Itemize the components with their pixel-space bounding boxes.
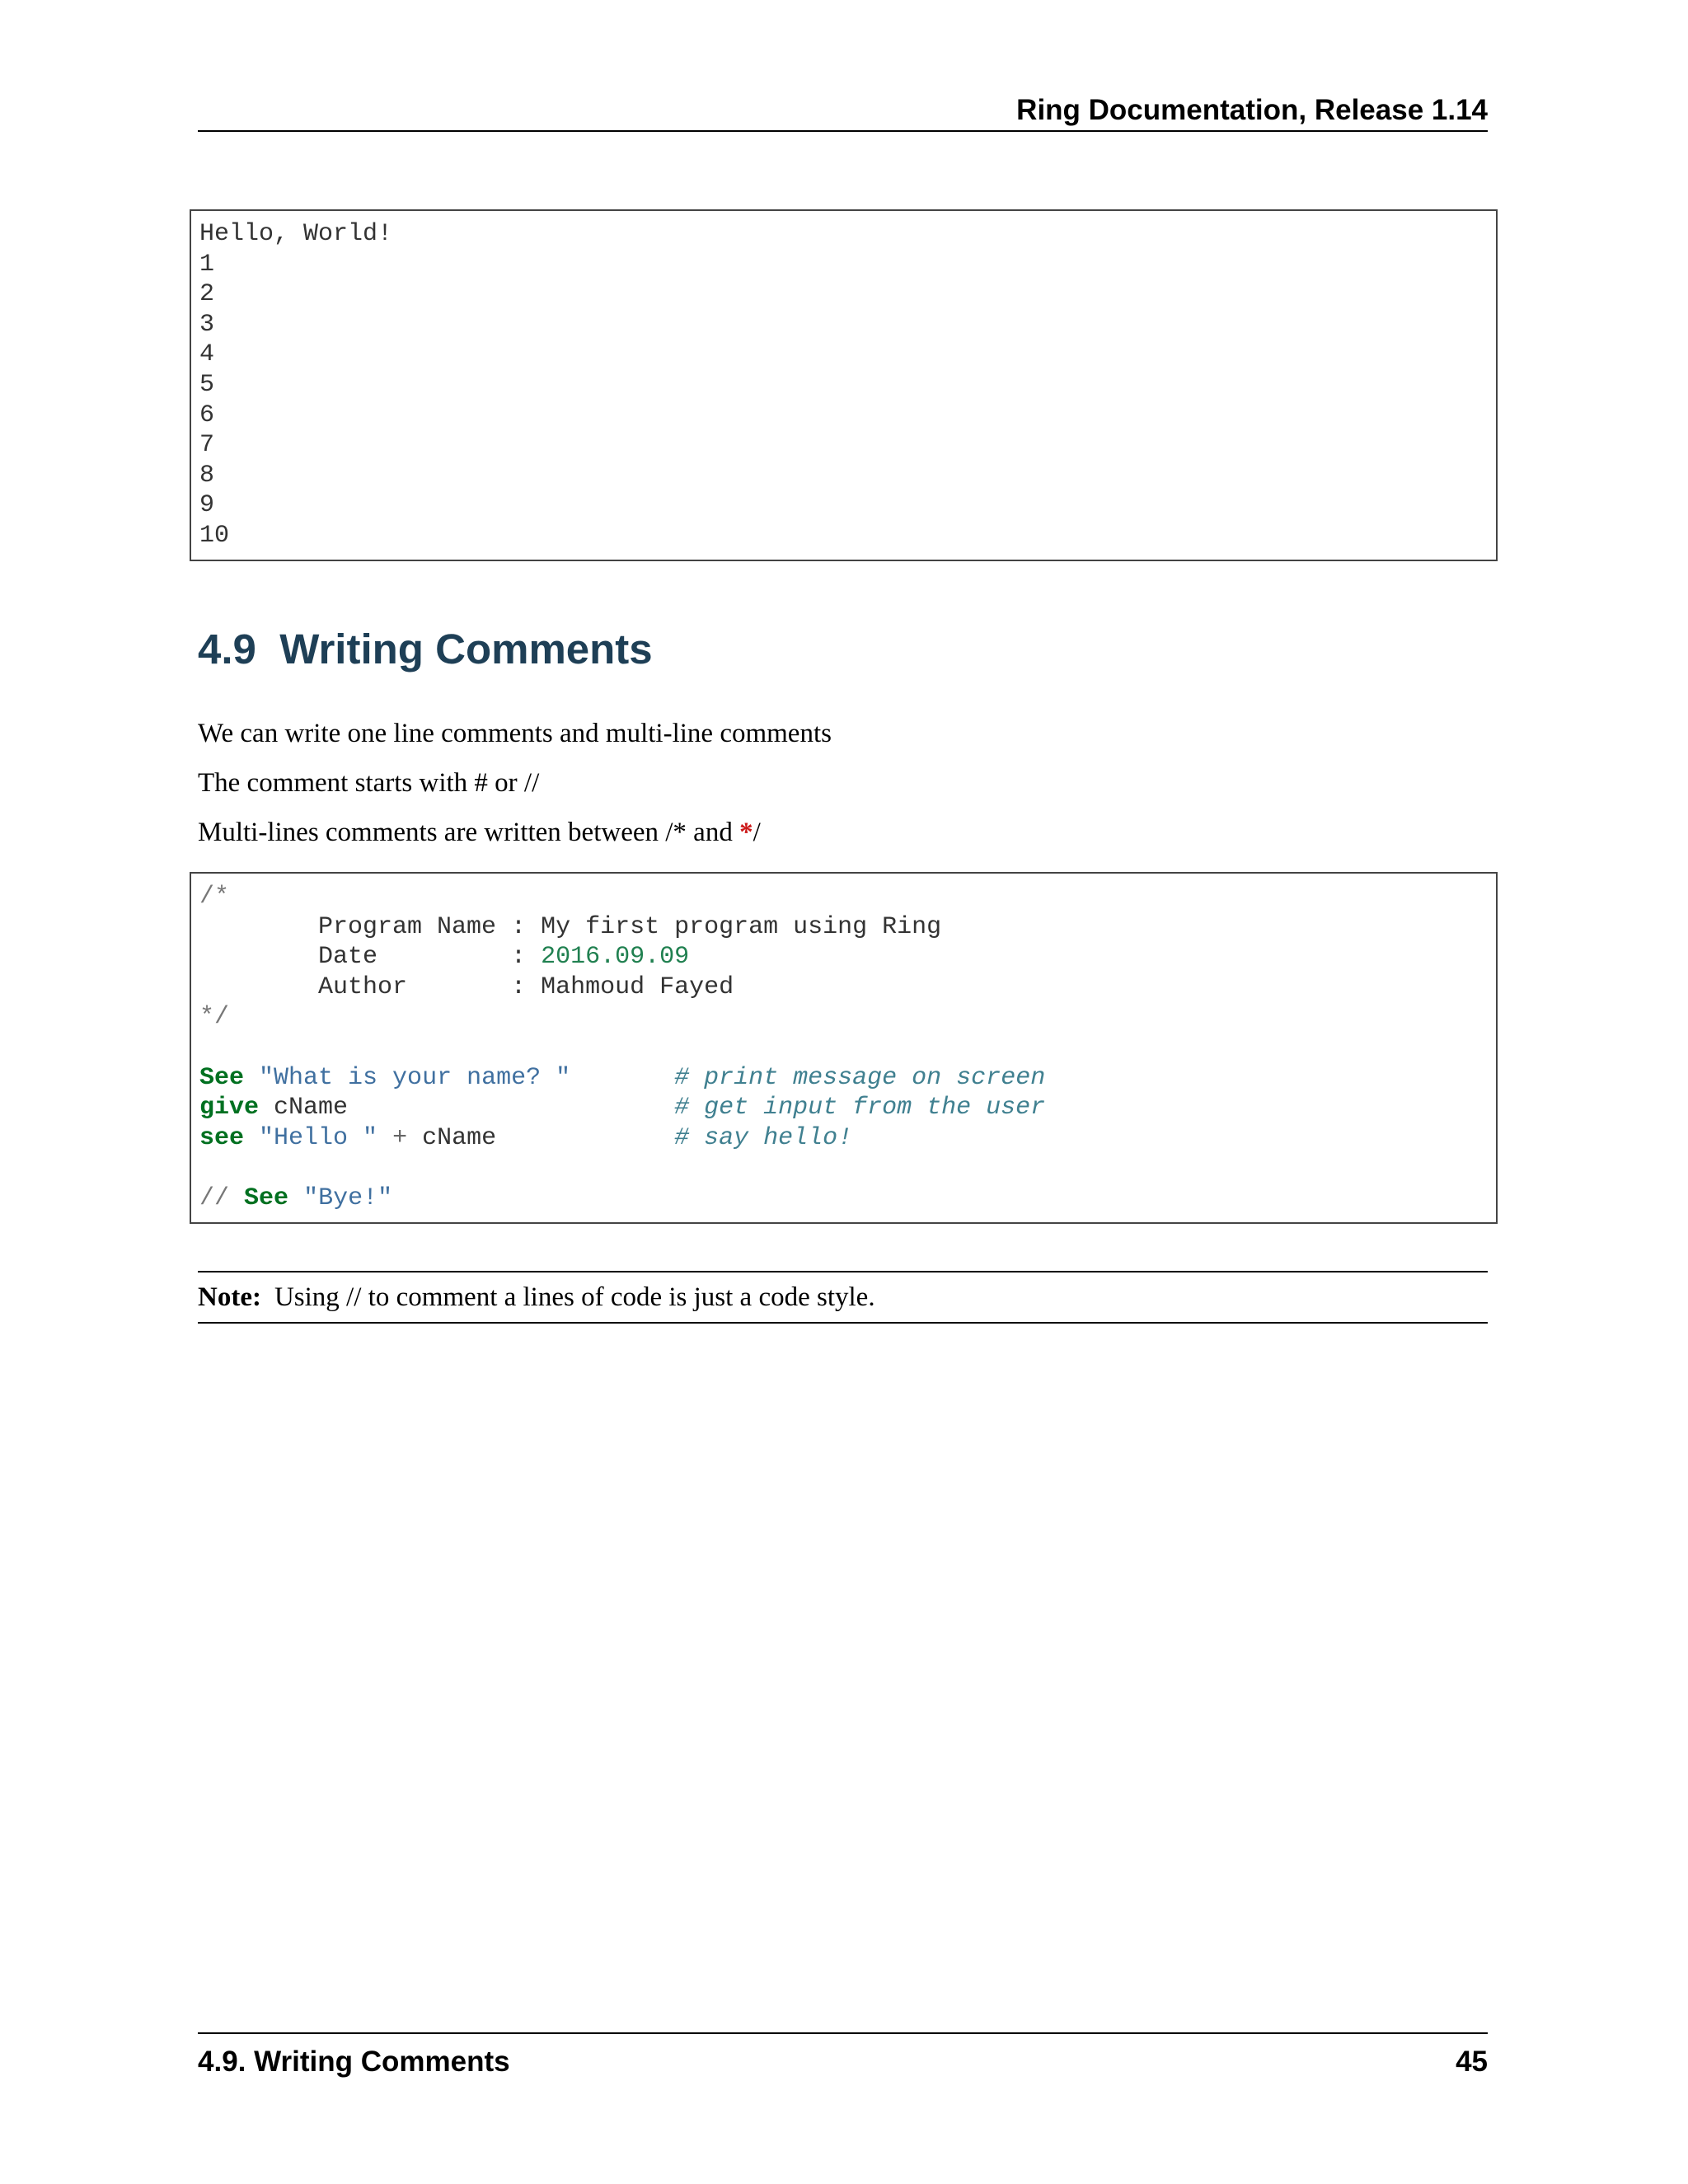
note-box xyxy=(198,1271,1488,1324)
emphasis-asterisk: * xyxy=(739,818,753,847)
paragraph-1: We can write one line comments and multi-line comments xyxy=(198,719,832,748)
page-footer xyxy=(198,2032,1488,2083)
section-title: Writing Comments xyxy=(279,626,653,673)
section-number: 4.9 xyxy=(198,626,256,673)
note-body: Using // to comment a lines of code is just a code style. xyxy=(274,1282,875,1312)
paragraph-3: Multi-lines comments are written between /* and */ xyxy=(198,818,761,847)
note-label: Note: xyxy=(198,1282,261,1312)
ring-code-block xyxy=(190,872,1498,1224)
section-heading xyxy=(198,625,653,673)
page-number: 45 xyxy=(1456,2046,1488,2078)
footer-section-title: 4.9. Writing Comments xyxy=(198,2046,510,2078)
output-text: Hello, World! 1 2 3 4 5 6 7 8 9 10 xyxy=(199,220,393,550)
code-text: /* Program Name : My first program using Ring Date : 2016.09.09 Author : Mahmoud Fayed */ See "What is your name? " # print message on screen give cName # get input from the user see "Hello " + cName # say hello! // See "Bye!" xyxy=(199,883,1046,1212)
paragraph-2: The comment starts with # or // xyxy=(198,768,540,798)
note-text xyxy=(198,1282,875,1313)
document-title: Ring Documentation, Release 1.14 xyxy=(1016,94,1488,126)
output-code-block xyxy=(190,209,1498,561)
page-header xyxy=(198,91,1488,132)
